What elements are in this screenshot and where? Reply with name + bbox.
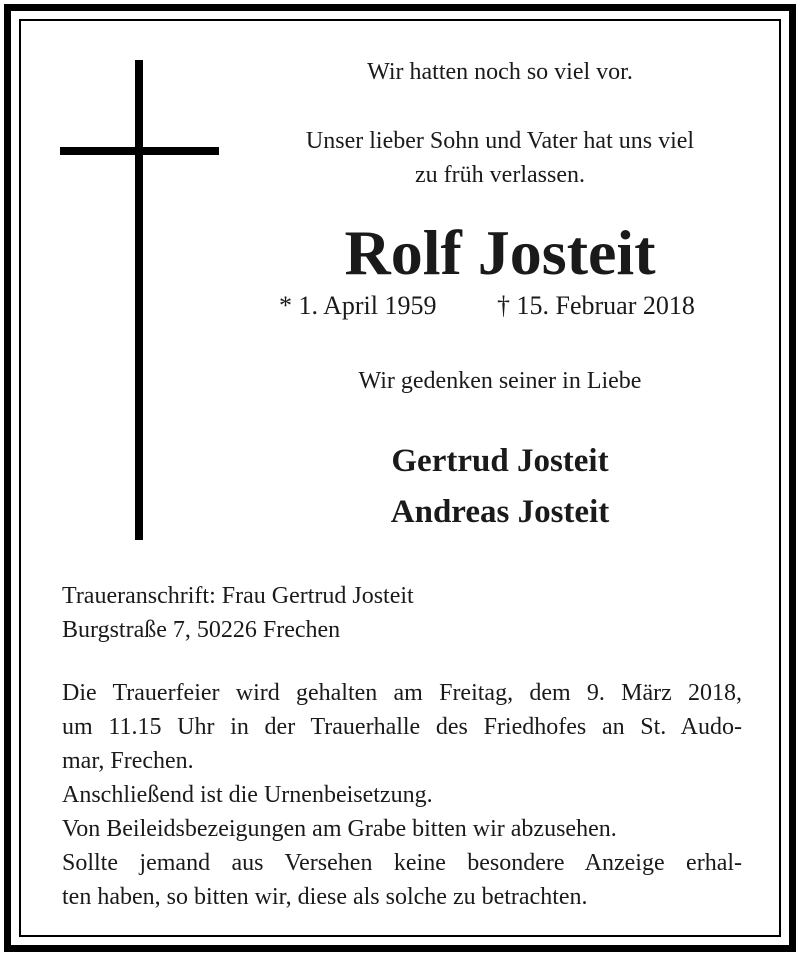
remembrance-text: Wir gedenken seiner in Liebe: [358, 368, 642, 394]
service-info: [62, 676, 742, 846]
service-line: Die Trauerfeier wird gehalten am Freitag, dem 9. März 2018,: [62, 680, 742, 706]
birth-date: * 1. April 1959: [279, 291, 437, 320]
service-line: Von Beileidsbezeigungen am Grabe bitten wir abzusehen.: [62, 816, 617, 842]
closing-line: Sollte jemand aus Versehen keine besondere Anzeige erhal-: [62, 850, 742, 876]
service-line: Anschließend ist die Urnenbeisetzung.: [62, 782, 433, 808]
deceased-name: Rolf Josteit: [344, 217, 656, 288]
message-line: Unser lieber Sohn und Vater hat uns viel: [305, 128, 695, 154]
address-line: Traueranschrift: Frau Gertrud Josteit: [62, 583, 414, 609]
cross-icon: [135, 60, 143, 540]
closing-note: [62, 846, 742, 914]
address-line: Burgstraße 7, 50226 Frechen: [62, 617, 341, 643]
mourning-address: [62, 579, 742, 647]
message-line: zu früh verlassen.: [415, 162, 585, 188]
service-line: um 11.15 Uhr in der Trauerhalle des Friedhofes an St. Audo-: [62, 714, 742, 740]
message-text: [240, 124, 760, 192]
mourner-name: Andreas Josteit: [390, 494, 610, 530]
mourner-name: Gertrud Josteit: [391, 443, 609, 479]
death-date: † 15. Februar 2018: [497, 291, 695, 320]
closing-line: ten haben, so bitten wir, diese als solche zu betrachten.: [62, 884, 588, 910]
service-line: mar, Frechen.: [62, 748, 194, 774]
cross-icon-beam: [60, 147, 219, 155]
motto-text: Wir hatten noch so viel vor.: [367, 59, 633, 85]
